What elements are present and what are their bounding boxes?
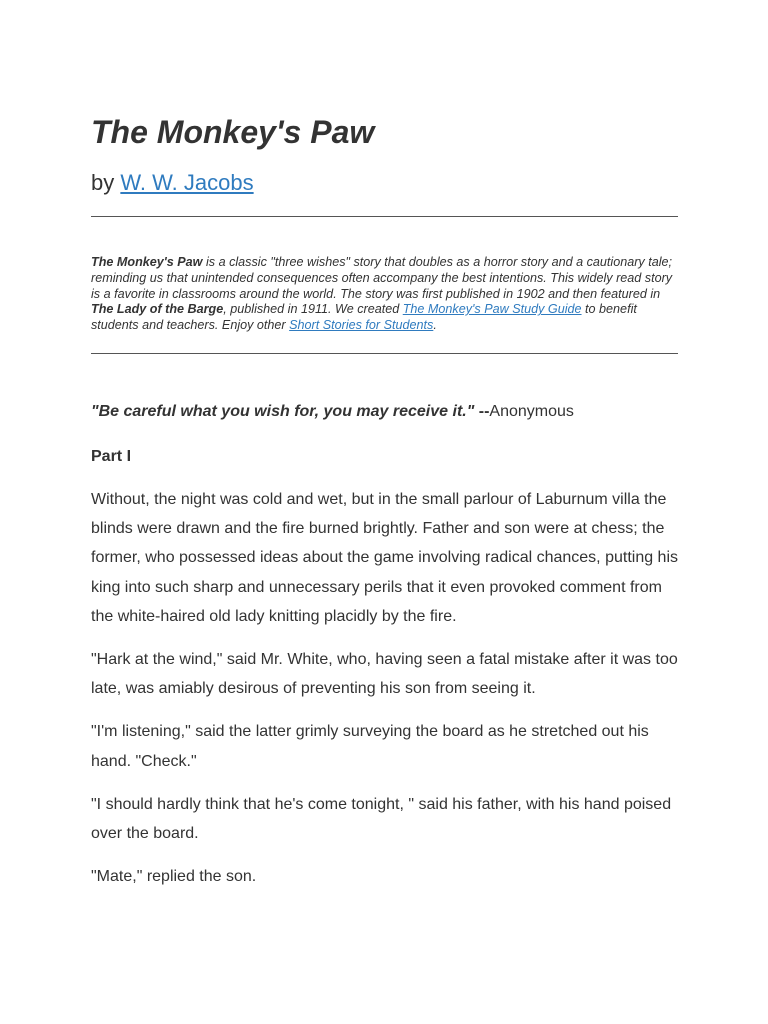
intro-work-title: The Monkey's Paw (91, 255, 203, 269)
story-paragraph: "Mate," replied the son. (91, 868, 257, 886)
epigraph-dash: -- (474, 403, 490, 420)
part-heading: Part I (91, 448, 132, 465)
story-title: The Monkey's Paw (91, 114, 375, 150)
story-paragraph: "I should hardly think that he's come tonight, " said his father, with his hand poised over the board. (91, 795, 672, 843)
story-paragraph: Without, the night was cold and wet, but in the small parlour of Laburnum villa the blinds were drawn and the fire burned brightly. Father and son were at chess; the former, who possessed ideas about the game involving radical chances, putting his king into such sharp and unnecessary perils that it even provoked comment from the white-haired old lady knitting placidly by the fire. (91, 491, 679, 625)
epigraph (91, 400, 574, 424)
story-body (91, 485, 678, 905)
short-stories-link[interactable]: Short Stories for Students (289, 318, 434, 333)
byline (91, 168, 254, 198)
intro-collection-title: The Lady of the Barge (91, 302, 224, 317)
divider-bottom (91, 353, 678, 354)
author-link[interactable]: W. W. Jacobs (120, 170, 254, 195)
intro-text-1: is a classic "three wishes" story that doubles as a horror story and a cautionary tale; reminding us that unintended consequences often accompany the best intentions. This widely read story is a favorite in classrooms around the world. The story was first published in 1902 and then featured in (91, 255, 673, 301)
intro-text-4: . (433, 318, 437, 333)
intro-paragraph (91, 255, 678, 334)
story-paragraph: "Hark at the wind," said Mr. White, who, having seen a fatal mistake after it was too late, was amiably desirous of preventing his son from seeing it. (91, 651, 678, 698)
story-paragraph: "I'm listening," said the latter grimly surveying the board as he stretched out his hand. "Check." (91, 723, 649, 770)
divider-top (91, 216, 678, 217)
intro-text-2: , published in 1911. We created (223, 302, 403, 317)
byline-prefix: by (91, 170, 121, 195)
epigraph-quote: "Be careful what you wish for, you may receive it." (91, 403, 475, 420)
epigraph-attribution: Anonymous (489, 403, 574, 420)
intro-text-3: to benefit students and teachers. Enjoy other (91, 302, 637, 333)
study-guide-link[interactable]: The Monkey's Paw Study Guide (402, 302, 582, 317)
